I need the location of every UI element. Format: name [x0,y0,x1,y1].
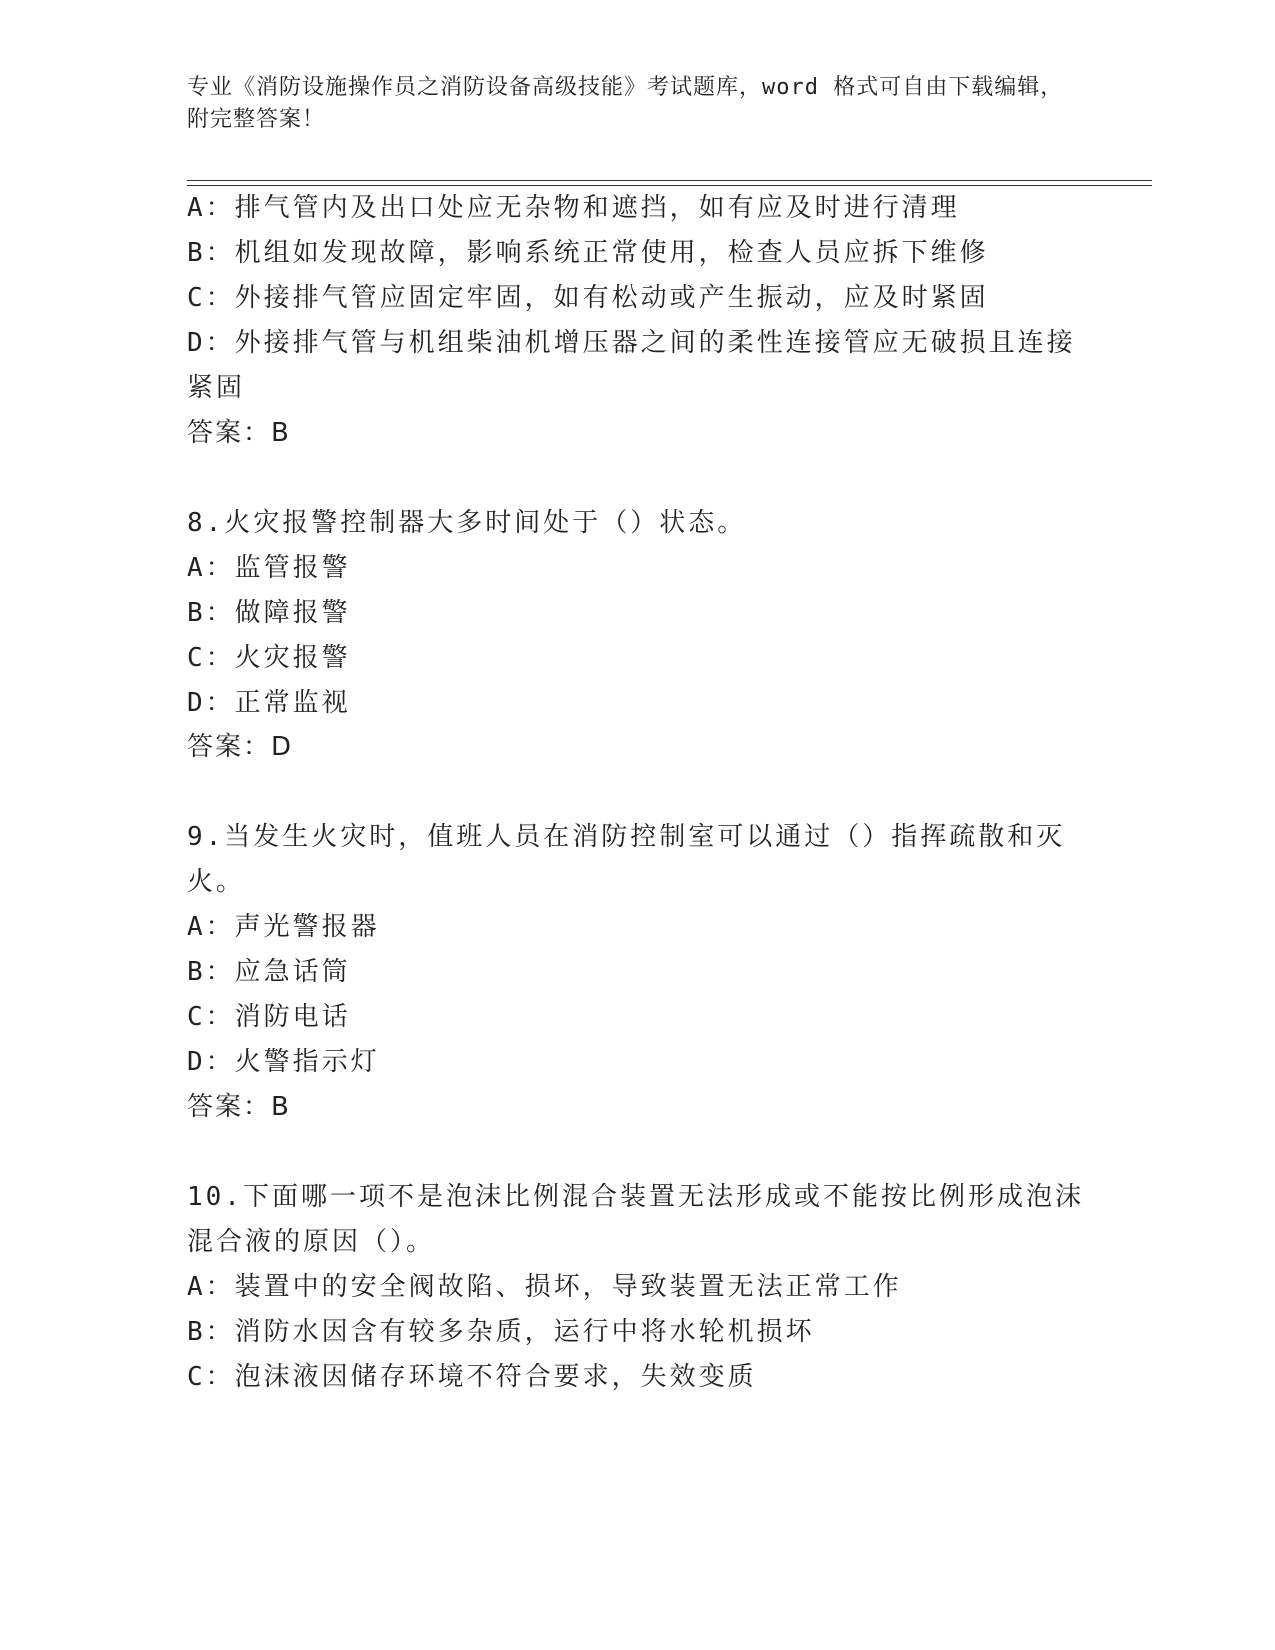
q7-answer: 答案：B [187,418,291,448]
q8-option-d: D：正常监视 [187,688,351,718]
document-header: 专业《消防设施操作员之消防设备高级技能》考试题库，word 格式可自由下载编辑，附完整答案！ [187,75,1064,132]
q7-option-d-continued: 紧固 [187,373,246,403]
q7-option-b: B：机组如发现故障，影响系统正常使用，检查人员应拆下维修 [187,238,989,268]
q10-question: 10.下面哪一项不是泡沫比例混合装置无法形成或不能按比例形成泡沫 [187,1182,1084,1212]
q7-option-d: D：外接排气管与机组柴油机增压器之间的柔性连接管应无破损且连接 [187,328,1076,358]
q9-answer: 答案：B [187,1092,291,1122]
header-divider-top [187,180,1152,181]
q7-option-a: A：排气管内及出口处应无杂物和遮挡，如有应及时进行清理 [187,193,960,223]
q9-option-c: C：消防电话 [187,1002,351,1032]
q8-option-b: B：做障报警 [187,598,351,628]
q10-option-a: A：装置中的安全阀故陷、损坏，导致装置无法正常工作 [187,1272,902,1302]
q10-question-continued: 混合液的原因（）。 [187,1227,436,1257]
q9-option-b: B：应急话筒 [187,957,351,987]
q8-option-a: A：监管报警 [187,553,351,583]
q8-question: 8.火灾报警控制器大多时间处于（）状态。 [187,508,747,538]
q9-option-a: A：声光警报器 [187,912,380,942]
q9-question-continued: 火。 [187,867,246,897]
q8-option-c: C：火灾报警 [187,643,351,673]
q9-question: 9.当发生火灾时，值班人员在消防控制室可以通过（）指挥疏散和灭 [187,822,1066,852]
header-divider-bottom [187,185,1152,186]
q9-option-d: D：火警指示灯 [187,1047,380,1077]
q10-option-b: B：消防水因含有较多杂质，运行中将水轮机损坏 [187,1317,815,1347]
q10-option-c: C：泡沫液因储存环境不符合要求，失效变质 [187,1362,757,1392]
q8-answer: 答案：D [187,732,294,762]
q7-option-c: C：外接排气管应固定牢固，如有松动或产生振动，应及时紧固 [187,283,989,313]
